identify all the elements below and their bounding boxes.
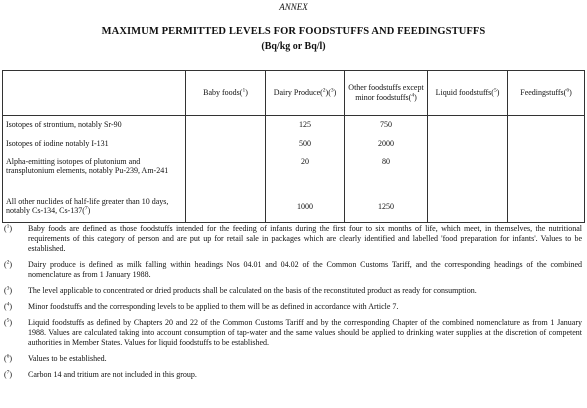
footnote-marker: ($^5$) [4, 317, 13, 327]
table-row [3, 134, 585, 153]
cell-other: 2000 [345, 134, 428, 153]
footnote-text: Carbon 14 and tritium are not included in this group. [28, 370, 197, 379]
cell-dairy: 20 [266, 153, 345, 193]
cell-liquid [428, 193, 508, 223]
row-label: Isotopes of strontium, notably Sr-90 [3, 116, 186, 134]
row-label: Alpha-emitting isotopes of plutonium and transplutonium elements, notably Pu-239, Am-241 [3, 153, 186, 193]
cell-dairy: 1000 [266, 193, 345, 223]
cell-dairy: 125 [266, 116, 345, 134]
footnote-text: Liquid foodstuffs as defined by Chapters 20 and 22 of the Common Customs Tariff and by the corresponding Chapter of the combined nomenclature as from 1 January 1988. Values are calculated taking into account consumption of tap-water and the same values should be applied to drinking water supplies at the discretion of competent authorities in Member States. Values for liquid foodstuffs to be established. [28, 318, 582, 347]
cell-other: 750 [345, 116, 428, 134]
cell-feed [508, 193, 585, 223]
document-title: MAXIMUM PERMITTED LEVELS FOR FOODSTUFFS AND FEEDINGSTUFFS [101, 26, 486, 37]
header-other-foodstuffs: Other foodstuffs except minor foodstuffs($^4$) [345, 71, 428, 116]
header-baby-foods: Baby foods($^1$) [186, 71, 266, 116]
table-row [3, 153, 585, 193]
cell-other: 1250 [345, 193, 428, 223]
footnote [2, 224, 582, 254]
footnote-marker: ($^2$) [4, 259, 13, 269]
footnote-marker: ($^4$) [4, 301, 13, 311]
row-label: All other nuclides of half-life greater than 10 days, notably Cs-134, Cs-137($^7$) [3, 193, 186, 223]
footnote-text: The level applicable to concentrated or dried products shall be calculated on the basis of the reconstituted product as ready for consumption. [28, 286, 477, 295]
header-nuclide [3, 71, 186, 116]
document-subtitle: (Bq/kg or Bq/l) [261, 41, 326, 52]
footnote [2, 354, 582, 364]
header-dairy-produce: Dairy Produce($^2$)($^3$) [266, 71, 345, 116]
footnote-marker: ($^3$) [4, 285, 13, 295]
table-row [3, 193, 585, 223]
cell-baby [186, 193, 266, 223]
footnote [2, 286, 582, 296]
row-label: Isotopes of iodine notably I-131 [3, 134, 186, 153]
footnote-text: Values to be established. [28, 354, 107, 363]
footnote-text: Baby foods are defined as those foodstuffs intended for the feeding of infants during the first four to six months of life, which meet, in themselves, the nutritional requirements of this category of person and are put up for retail sale in packages which are clearly identified and labelled 'food preparation for infants'. Values to be established. [28, 224, 582, 253]
footnote [2, 370, 582, 380]
footnote [2, 318, 582, 348]
footnotes [2, 224, 582, 386]
cell-feed [508, 134, 585, 153]
cell-feed [508, 116, 585, 134]
cell-liquid [428, 153, 508, 193]
footnote [2, 260, 582, 280]
cell-feed [508, 153, 585, 193]
footnote [2, 302, 582, 312]
footnote-marker: ($^6$) [4, 353, 13, 363]
cell-liquid [428, 116, 508, 134]
footnote-marker: ($^7$) [4, 369, 13, 379]
header-feedingstuffs: Feedingstuffs($^6$) [508, 71, 585, 116]
cell-dairy: 500 [266, 134, 345, 153]
levels-table [2, 70, 585, 223]
table-header-row [3, 71, 585, 116]
footnote-text: Minor foodstuffs and the corresponding levels to be applied to them will be as defined in accordance with Article 7. [28, 302, 399, 311]
footnote-marker: ($^1$) [4, 223, 13, 233]
footnote-text: Dairy produce is defined as milk falling within headings Nos 04.01 and 04.02 of the Common Customs Tariff, and the corresponding headings of the combined nomenclature as from 1 January 1988. [28, 260, 582, 279]
cell-baby [186, 116, 266, 134]
cell-baby [186, 134, 266, 153]
header-liquid-foodstuffs: Liquid foodstuffs($^5$) [428, 71, 508, 116]
annex-label: ANNEX [279, 2, 308, 12]
cell-liquid [428, 134, 508, 153]
table-row [3, 116, 585, 134]
cell-baby [186, 153, 266, 193]
cell-other: 80 [345, 153, 428, 193]
